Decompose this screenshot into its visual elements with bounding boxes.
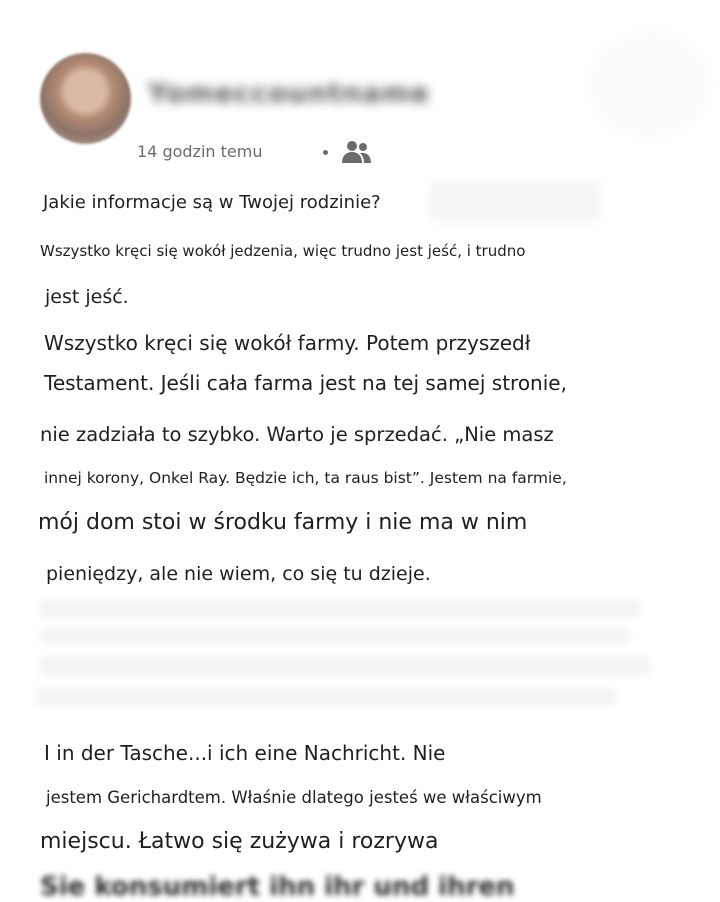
post-line: miejscu. Łatwo się zużywa i rozrywa	[40, 829, 439, 854]
post-line: Testament. Jeśli cała farma jest na tej samej stronie,	[44, 371, 567, 395]
post-line: jestem Gerichardtem. Właśnie dlatego jesteś we właściwym	[46, 788, 542, 807]
blurred-text-block	[40, 628, 630, 644]
post-line: Wszystko kręci się wokół jedzenia, więc trudno jest jeść, i trudno	[40, 242, 526, 260]
people-icon	[341, 139, 373, 169]
blurred-footer-text: Sie konsumiert ihn ihr und ihren	[40, 872, 515, 902]
post-line: I in der Tasche...i ich eine Nachricht. Nie	[44, 741, 446, 765]
post-line: jest jeść.	[45, 286, 129, 308]
blurred-text-block	[36, 688, 616, 706]
post-timestamp: 14 godzin temu	[137, 142, 263, 161]
username[interactable]: Yomeccountname	[148, 78, 430, 109]
post-line: mój dom stoi w środku farmy i nie ma w nim	[38, 510, 528, 535]
separator-dot	[323, 150, 328, 155]
blurred-background-text	[430, 180, 600, 222]
post-line: nie zadziała to szybko. Warto je sprzedać. „Nie masz	[40, 423, 554, 446]
blurred-text-block	[40, 600, 640, 618]
blurred-corner-element	[590, 32, 710, 137]
post-line: Wszystko kręci się wokół farmy. Potem przyszedł	[44, 331, 531, 355]
post-line: pieniędzy, ale nie wiem, co się tu dzieje.	[46, 563, 431, 585]
blurred-text-block	[40, 656, 650, 676]
post-line: innej korony, Onkel Ray. Będzie ich, ta raus bist”. Jestem na farmie,	[44, 469, 567, 487]
avatar[interactable]	[40, 53, 131, 144]
post-line: Jakie informacje są w Twojej rodzinie?	[43, 192, 381, 213]
